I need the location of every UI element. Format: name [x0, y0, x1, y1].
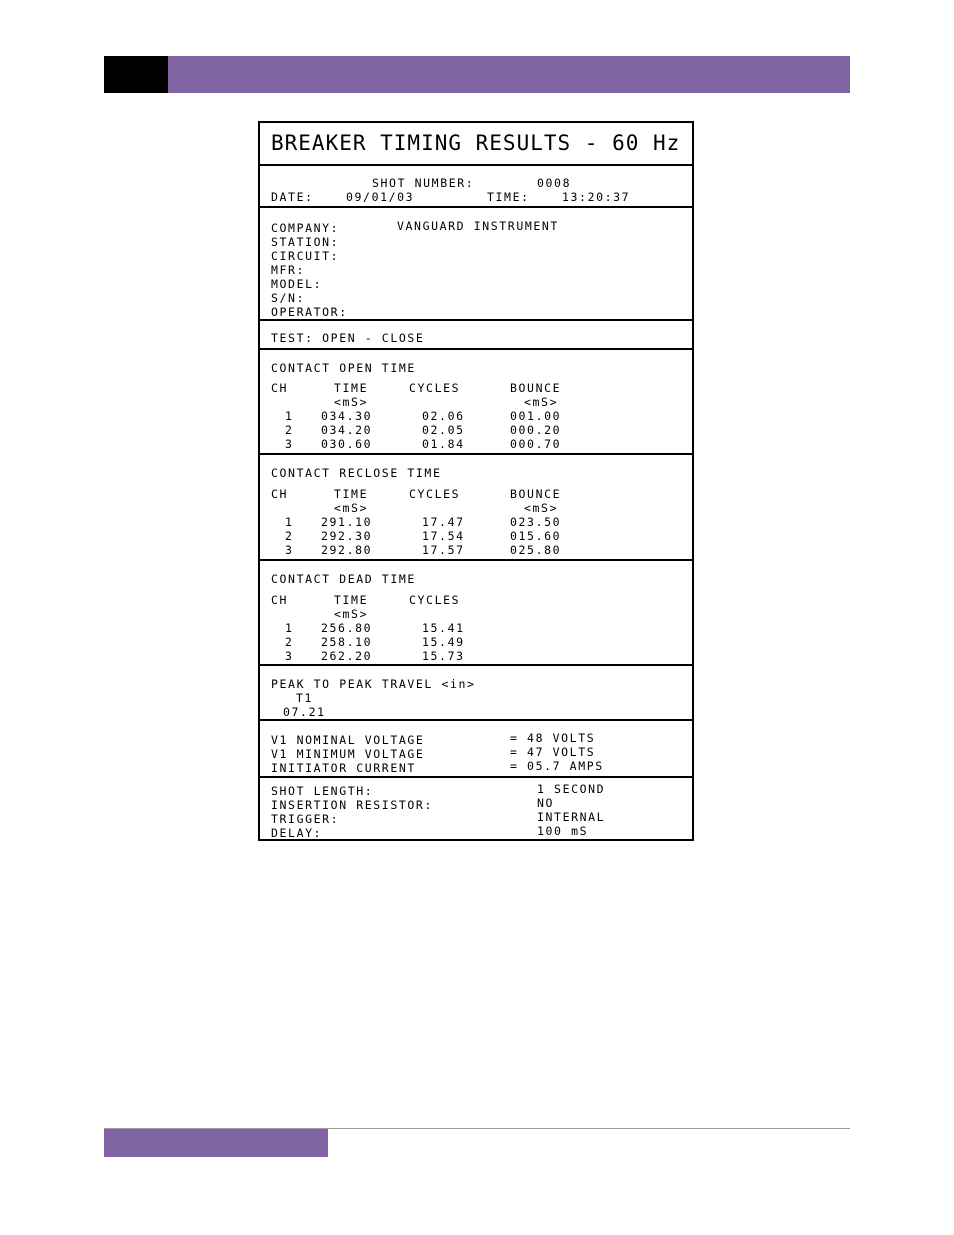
header-purple-bar — [168, 56, 850, 93]
initiator-current-value: = 05.7 AMPS — [510, 759, 604, 773]
trigger-label: TRIGGER: — [271, 812, 340, 826]
voltage-section — [260, 721, 692, 778]
reclose-time-section — [260, 455, 692, 561]
insertion-resistor-value: NO — [537, 796, 555, 810]
reclose-col-bounce: BOUNCE — [510, 487, 562, 501]
reclose-time-unit: <mS> — [334, 501, 369, 515]
travel-channel: T1 — [296, 691, 314, 705]
shot-length-value: 1 SECOND — [537, 782, 606, 796]
date-value: 09/01/03 — [346, 190, 415, 204]
open-row-time: 034.30 — [321, 409, 373, 423]
travel-heading: PEAK TO PEAK TRAVEL <in> — [271, 677, 476, 691]
reclose-row-cycles: 17.47 — [422, 515, 465, 529]
trigger-value: INTERNAL — [537, 810, 606, 824]
reclose-col-cycles: CYCLES — [409, 487, 461, 501]
breaker-timing-report — [258, 121, 694, 841]
date-label: DATE: — [271, 190, 314, 204]
nominal-voltage-value: = 48 VOLTS — [510, 731, 596, 745]
time-label: TIME: — [487, 190, 530, 204]
dead-time-section — [260, 561, 692, 666]
reclose-row-ch: 1 — [285, 515, 294, 529]
minimum-voltage-value: = 47 VOLTS — [510, 745, 596, 759]
dead-row-cycles: 15.73 — [422, 649, 465, 663]
open-col-ch: CH — [271, 381, 289, 395]
dead-row-ch: 3 — [285, 649, 294, 663]
station-label: STATION: — [271, 235, 340, 249]
shot-length-label: SHOT LENGTH: — [271, 784, 374, 798]
delay-value: 100 mS — [537, 824, 589, 838]
test-type: TEST: OPEN - CLOSE — [271, 331, 425, 345]
report-title: BREAKER TIMING RESULTS - 60 Hz — [271, 131, 681, 155]
open-row-time: 030.60 — [321, 437, 373, 451]
travel-section — [260, 666, 692, 721]
open-time-section — [260, 350, 692, 455]
reclose-col-ch: CH — [271, 487, 289, 501]
dead-row-ch: 2 — [285, 635, 294, 649]
settings-section — [260, 778, 692, 839]
reclose-row-time: 292.30 — [321, 529, 373, 543]
circuit-label: CIRCUIT: — [271, 249, 340, 263]
travel-value: 07.21 — [283, 705, 326, 719]
report-title-section — [260, 123, 692, 166]
header-black-block — [104, 56, 168, 93]
reclose-time-heading: CONTACT RECLOSE TIME — [271, 466, 442, 480]
open-row-cycles: 02.06 — [422, 409, 465, 423]
footer-purple-bar — [104, 1129, 328, 1157]
company-value: VANGUARD INSTRUMENT — [397, 219, 559, 233]
open-row-cycles: 01.84 — [422, 437, 465, 451]
reclose-row-time: 291.10 — [321, 515, 373, 529]
time-value: 13:20:37 — [562, 190, 631, 204]
test-section — [260, 321, 692, 350]
dead-row-cycles: 15.41 — [422, 621, 465, 635]
info-section — [260, 208, 692, 321]
model-label: MODEL: — [271, 277, 323, 291]
reclose-row-ch: 2 — [285, 529, 294, 543]
reclose-row-bounce: 025.80 — [510, 543, 562, 557]
delay-label: DELAY: — [271, 826, 323, 840]
reclose-bounce-unit: <mS> — [524, 501, 559, 515]
dead-row-time: 258.10 — [321, 635, 373, 649]
open-row-ch: 2 — [285, 423, 294, 437]
open-row-bounce: 000.70 — [510, 437, 562, 451]
initiator-current-label: INITIATOR CURRENT — [271, 761, 416, 775]
open-col-bounce: BOUNCE — [510, 381, 562, 395]
dead-row-time: 262.20 — [321, 649, 373, 663]
reclose-row-cycles: 17.57 — [422, 543, 465, 557]
dead-row-time: 256.80 — [321, 621, 373, 635]
nominal-voltage-label: V1 NOMINAL VOLTAGE — [271, 733, 425, 747]
reclose-row-bounce: 015.60 — [510, 529, 562, 543]
open-time-unit: <mS> — [334, 395, 369, 409]
shot-section — [260, 166, 692, 208]
shot-number-value: 0008 — [537, 176, 572, 190]
reclose-row-bounce: 023.50 — [510, 515, 562, 529]
shot-number-label: SHOT NUMBER: — [372, 176, 475, 190]
dead-row-ch: 1 — [285, 621, 294, 635]
open-row-ch: 1 — [285, 409, 294, 423]
open-row-ch: 3 — [285, 437, 294, 451]
reclose-row-time: 292.80 — [321, 543, 373, 557]
reclose-row-cycles: 17.54 — [422, 529, 465, 543]
sn-label: S/N: — [271, 291, 306, 305]
open-row-bounce: 000.20 — [510, 423, 562, 437]
dead-col-time: TIME — [334, 593, 369, 607]
operator-label: OPERATOR: — [271, 305, 348, 319]
reclose-row-ch: 3 — [285, 543, 294, 557]
open-row-bounce: 001.00 — [510, 409, 562, 423]
open-bounce-unit: <mS> — [524, 395, 559, 409]
dead-col-ch: CH — [271, 593, 289, 607]
dead-col-cycles: CYCLES — [409, 593, 461, 607]
mfr-label: MFR: — [271, 263, 306, 277]
open-row-time: 034.20 — [321, 423, 373, 437]
minimum-voltage-label: V1 MINIMUM VOLTAGE — [271, 747, 425, 761]
dead-row-cycles: 15.49 — [422, 635, 465, 649]
dead-time-heading: CONTACT DEAD TIME — [271, 572, 416, 586]
open-col-time: TIME — [334, 381, 369, 395]
dead-time-unit: <mS> — [334, 607, 369, 621]
open-time-heading: CONTACT OPEN TIME — [271, 361, 416, 375]
insertion-resistor-label: INSERTION RESISTOR: — [271, 798, 433, 812]
company-label: COMPANY: — [271, 221, 340, 235]
open-col-cycles: CYCLES — [409, 381, 461, 395]
reclose-col-time: TIME — [334, 487, 369, 501]
open-row-cycles: 02.05 — [422, 423, 465, 437]
